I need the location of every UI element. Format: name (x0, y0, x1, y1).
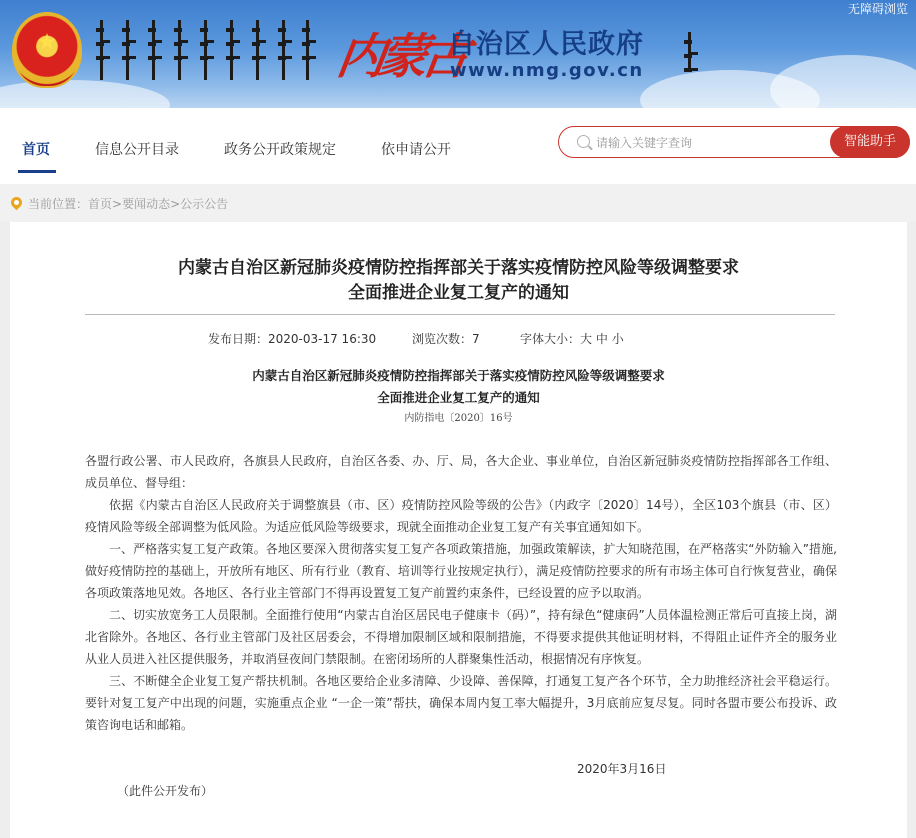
mongolian-script-logo (152, 20, 162, 80)
search-bar (558, 126, 910, 158)
search-input[interactable] (596, 133, 816, 153)
calligraphy-logo: 内蒙古 (333, 29, 468, 85)
nav-item-home[interactable]: 首页 (22, 142, 50, 158)
mongolian-script-logo (230, 20, 240, 80)
banner-cloud (0, 80, 170, 108)
paragraph: 三、不断健全企业复工复产帮扶机制。各地区要给企业多清障、少设障、善保障，打通复工复产各个环节，全力助推经济社会平稳运行。要针对复工复产中出现的问题，实施重点企业 “一企一策”帮扶，确保本周内复工率大幅提升，3月底前应复尽复。同时各盟市要公布投诉、政策咨询电话和邮箱。 (85, 674, 837, 732)
main-nav (0, 108, 916, 184)
mongolian-script-logo (204, 20, 214, 80)
site-url: www.nmg.gov.cn (450, 60, 644, 81)
location-pin-icon (9, 195, 25, 211)
nav-item-info-directory[interactable]: 信息公开目录 (95, 142, 179, 158)
font-size-medium[interactable]: 中 (595, 332, 608, 346)
paragraph: 二、切实放宽务工人员限制。全面推行使用“内蒙古自治区居民电子健康卡（码）”，持有绿色“健康码”人员体温检测正常后可直接上岗，湖北省除外。各地区、各行业主管部门及社区居委会，不得增加限制区域和限制措施，不得要求提供其他证明材料，不得阻止证件齐全的服务业从业人员进入社区提供服务，并取消昼夜间门禁限制。在密闭场所的人群聚集性活动，根据情况有序恢复。 (85, 608, 837, 666)
article-title-line2: 全面推进企业复工复产的通知 (348, 283, 569, 303)
font-size-large[interactable]: 大 (580, 332, 593, 346)
view-count: 浏览次数：7 (412, 332, 480, 346)
font-size-control (520, 330, 624, 347)
document-title-line2: 全面推进企业复工复产的通知 (377, 390, 540, 405)
breadcrumb-announcements[interactable]: 公示公告 (180, 197, 229, 211)
smart-assistant-button[interactable]: 智能助手 (830, 126, 910, 158)
nav-item-apply-disclosure[interactable]: 依申请公开 (381, 142, 451, 158)
mongolian-script-logo (306, 20, 316, 80)
breadcrumb (28, 195, 228, 212)
site-banner (0, 0, 916, 108)
breadcrumb-bar (0, 184, 916, 222)
font-size-small[interactable]: 小 (611, 332, 624, 346)
mongolian-script-logo (256, 20, 266, 80)
breadcrumb-home[interactable]: 首页 (88, 197, 113, 211)
title-divider (85, 314, 835, 315)
paragraph: 一、严格落实复工复产政策。各地区要深入贯彻落实复工复产各项政策措施，加强政策解读，扩大知晓范围，在严格落实“外防输入”措施,做好疫情防控的基础上，开放所有地区、所有行业（教育、培训等行业按规定执行），满足疫情防控要求的所有市场主体可自行恢复营业，确保各项政策落地见效。各地区、各行业主管部门不得再设置复工复产前置约束条件，已经设置的应予以取消。 (85, 542, 837, 600)
paragraph: 依据《内蒙古自治区人民政府关于调整旗县（市、区）疫情防控风险等级的公告》（内政字〔2020〕14号），全区103个旗县（市、区）疫情风险等级全部调整为低风险。为适应低风险等级要求，现就全面推动企业复工复产有关事宜通知如下。 (85, 498, 837, 534)
signature-date: 2020年3月16日 (577, 762, 667, 776)
breadcrumb-separator: > (170, 197, 181, 211)
release-note: （此件公开发布） (117, 784, 214, 798)
national-emblem-logo[interactable]: ★ (12, 12, 82, 88)
breadcrumb-prefix: 当前位置： (28, 197, 89, 211)
article-body (85, 450, 837, 736)
accessibility-link[interactable]: 无障碍浏览 (847, 2, 908, 16)
document-title-line1: 内蒙古自治区新冠肺炎疫情防控指挥部关于落实疫情防控风险等级调整要求 (252, 368, 665, 383)
mongolian-script-logo (282, 20, 292, 80)
font-size-label: 字体大小： (520, 332, 581, 346)
article-panel (10, 222, 907, 838)
mongolian-script-logo (126, 20, 136, 80)
breadcrumb-separator: > (112, 197, 123, 211)
active-tab-indicator (18, 170, 56, 173)
salutation: 各盟行政公署、市人民政府，各旗县人民政府，自治区各委、办、厅、局，各大企业、事业单位，自治区新冠肺炎疫情防控指挥部各工作组、成员单位、督导组： (85, 454, 837, 490)
publish-date: 发布日期：2020-03-17 16:30 (208, 332, 377, 346)
mongolian-script-logo (688, 32, 698, 70)
breadcrumb-news[interactable]: 要闻动态 (122, 197, 171, 211)
search-icon[interactable] (577, 135, 590, 148)
banner-cloud (770, 55, 916, 108)
mongolian-script-logo (178, 20, 188, 80)
nav-item-policy-rules[interactable]: 政务公开政策规定 (224, 142, 336, 158)
site-name[interactable]: 自治区人民政府 (448, 29, 644, 60)
mongolian-script-logo (100, 20, 110, 80)
article-title-line1: 内蒙古自治区新冠肺炎疫情防控指挥部关于落实疫情防控风险等级调整要求 (178, 258, 739, 278)
document-number: 内防指电〔2020〕16号 (404, 413, 513, 424)
